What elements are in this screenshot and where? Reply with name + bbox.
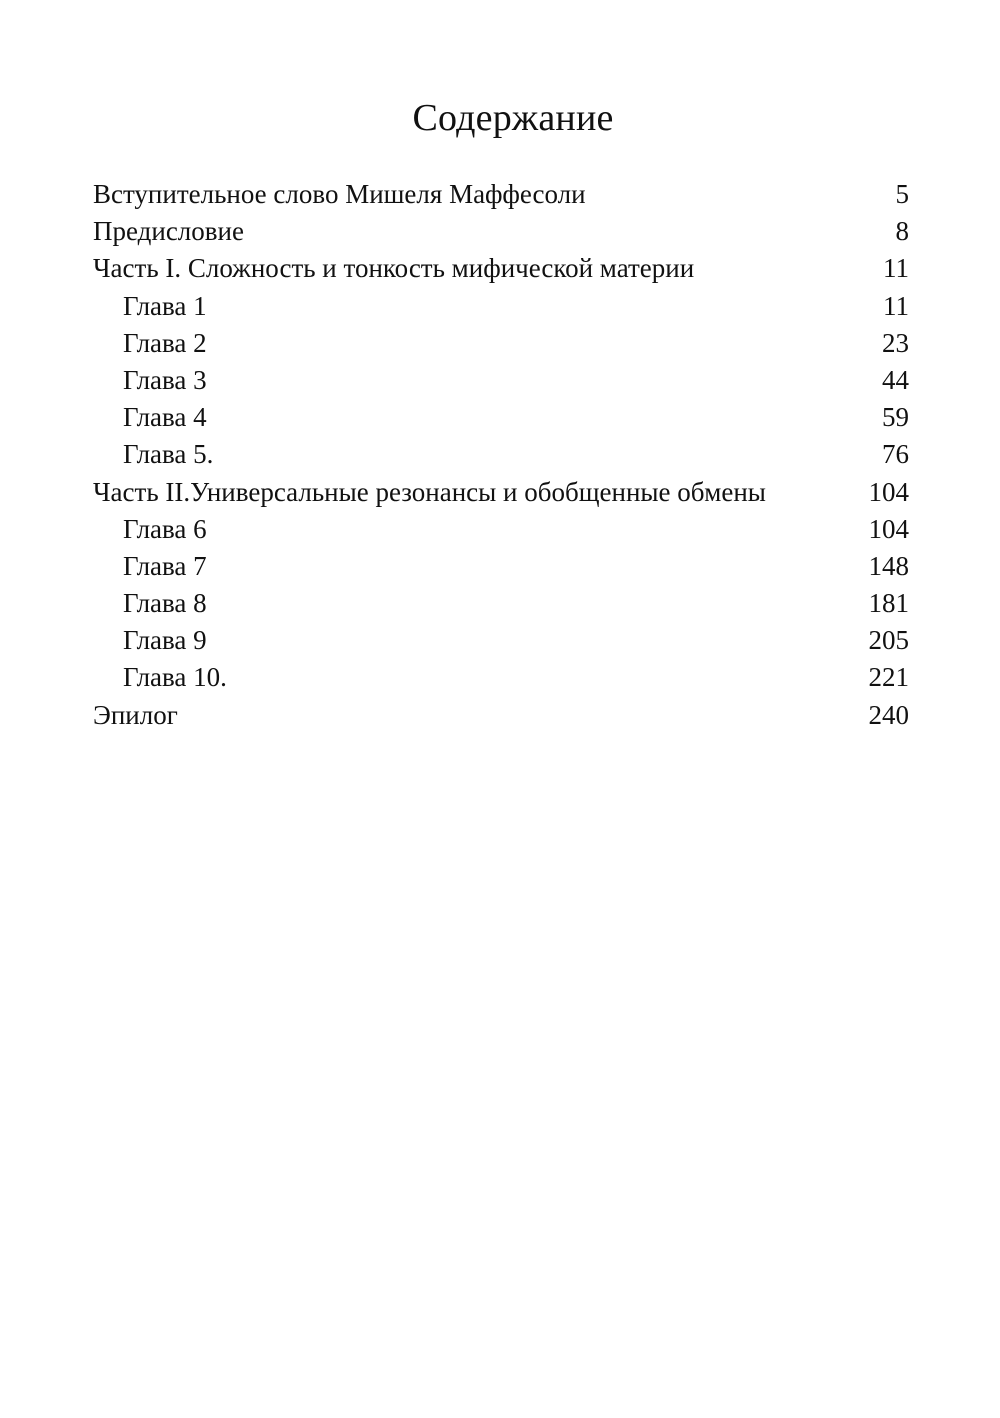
toc-entry-label: Часть I. Сложность и тонкость мифической материи (93, 253, 695, 284)
toc-entry-label: Глава 8 (123, 588, 207, 619)
toc-entry-label: Часть II.Универсальные резонансы и обобщенные обмены (93, 476, 766, 507)
toc-entry (93, 622, 909, 659)
toc-entry-label: Вступительное слово Мишеля Маффесоли (93, 179, 586, 209)
toc-entry-label: Глава 2 (123, 327, 207, 358)
table-of-contents (93, 176, 909, 734)
toc-entry-page: 104 (868, 513, 909, 544)
toc-entry (93, 697, 909, 734)
toc-entry-page: 221 (868, 662, 909, 693)
toc-entry-label: Глава 3 (123, 364, 207, 395)
toc-entry (93, 325, 909, 362)
toc-entry (93, 362, 909, 399)
toc-entry-label: Глава 6 (123, 513, 207, 544)
toc-entry-label: Глава 9 (123, 625, 207, 656)
toc-entry-page: 148 (868, 550, 909, 581)
toc-entry-page: 59 (882, 402, 909, 433)
toc-entry-page: 23 (882, 327, 909, 358)
toc-entry (93, 399, 909, 436)
toc-entry-label: Глава 1 (123, 290, 207, 321)
toc-entry-page: 5 (895, 179, 909, 209)
toc-entry (93, 250, 909, 287)
toc-entry-page: 11 (883, 290, 909, 321)
toc-entry-page: 104 (868, 476, 909, 507)
toc-entry-page: 181 (868, 588, 909, 619)
toc-entry-page: 76 (882, 439, 909, 470)
toc-entry-page: 205 (868, 625, 909, 656)
toc-entry-label: Глава 7 (123, 550, 207, 581)
toc-entry (93, 474, 909, 511)
toc-entry-label: Предисловие (93, 216, 244, 247)
toc-entry-label: Глава 10. (123, 662, 227, 693)
toc-entry (93, 288, 909, 325)
toc-entry (93, 213, 909, 250)
toc-entry-page: 8 (895, 216, 909, 247)
toc-entry (93, 511, 909, 548)
page-title: Содержание (412, 97, 614, 139)
toc-entry (93, 659, 909, 696)
toc-entry (93, 585, 909, 622)
toc-entry-label: Глава 5. (123, 439, 214, 470)
toc-entry-page: 44 (882, 364, 909, 395)
toc-entry-label: Глава 4 (123, 402, 207, 433)
toc-entry-label: Эпилог (93, 699, 178, 730)
toc-entry-page: 11 (883, 253, 909, 284)
toc-entry (93, 176, 909, 213)
toc-entry-page: 240 (868, 699, 909, 730)
toc-entry (93, 436, 909, 473)
toc-entry (93, 548, 909, 585)
